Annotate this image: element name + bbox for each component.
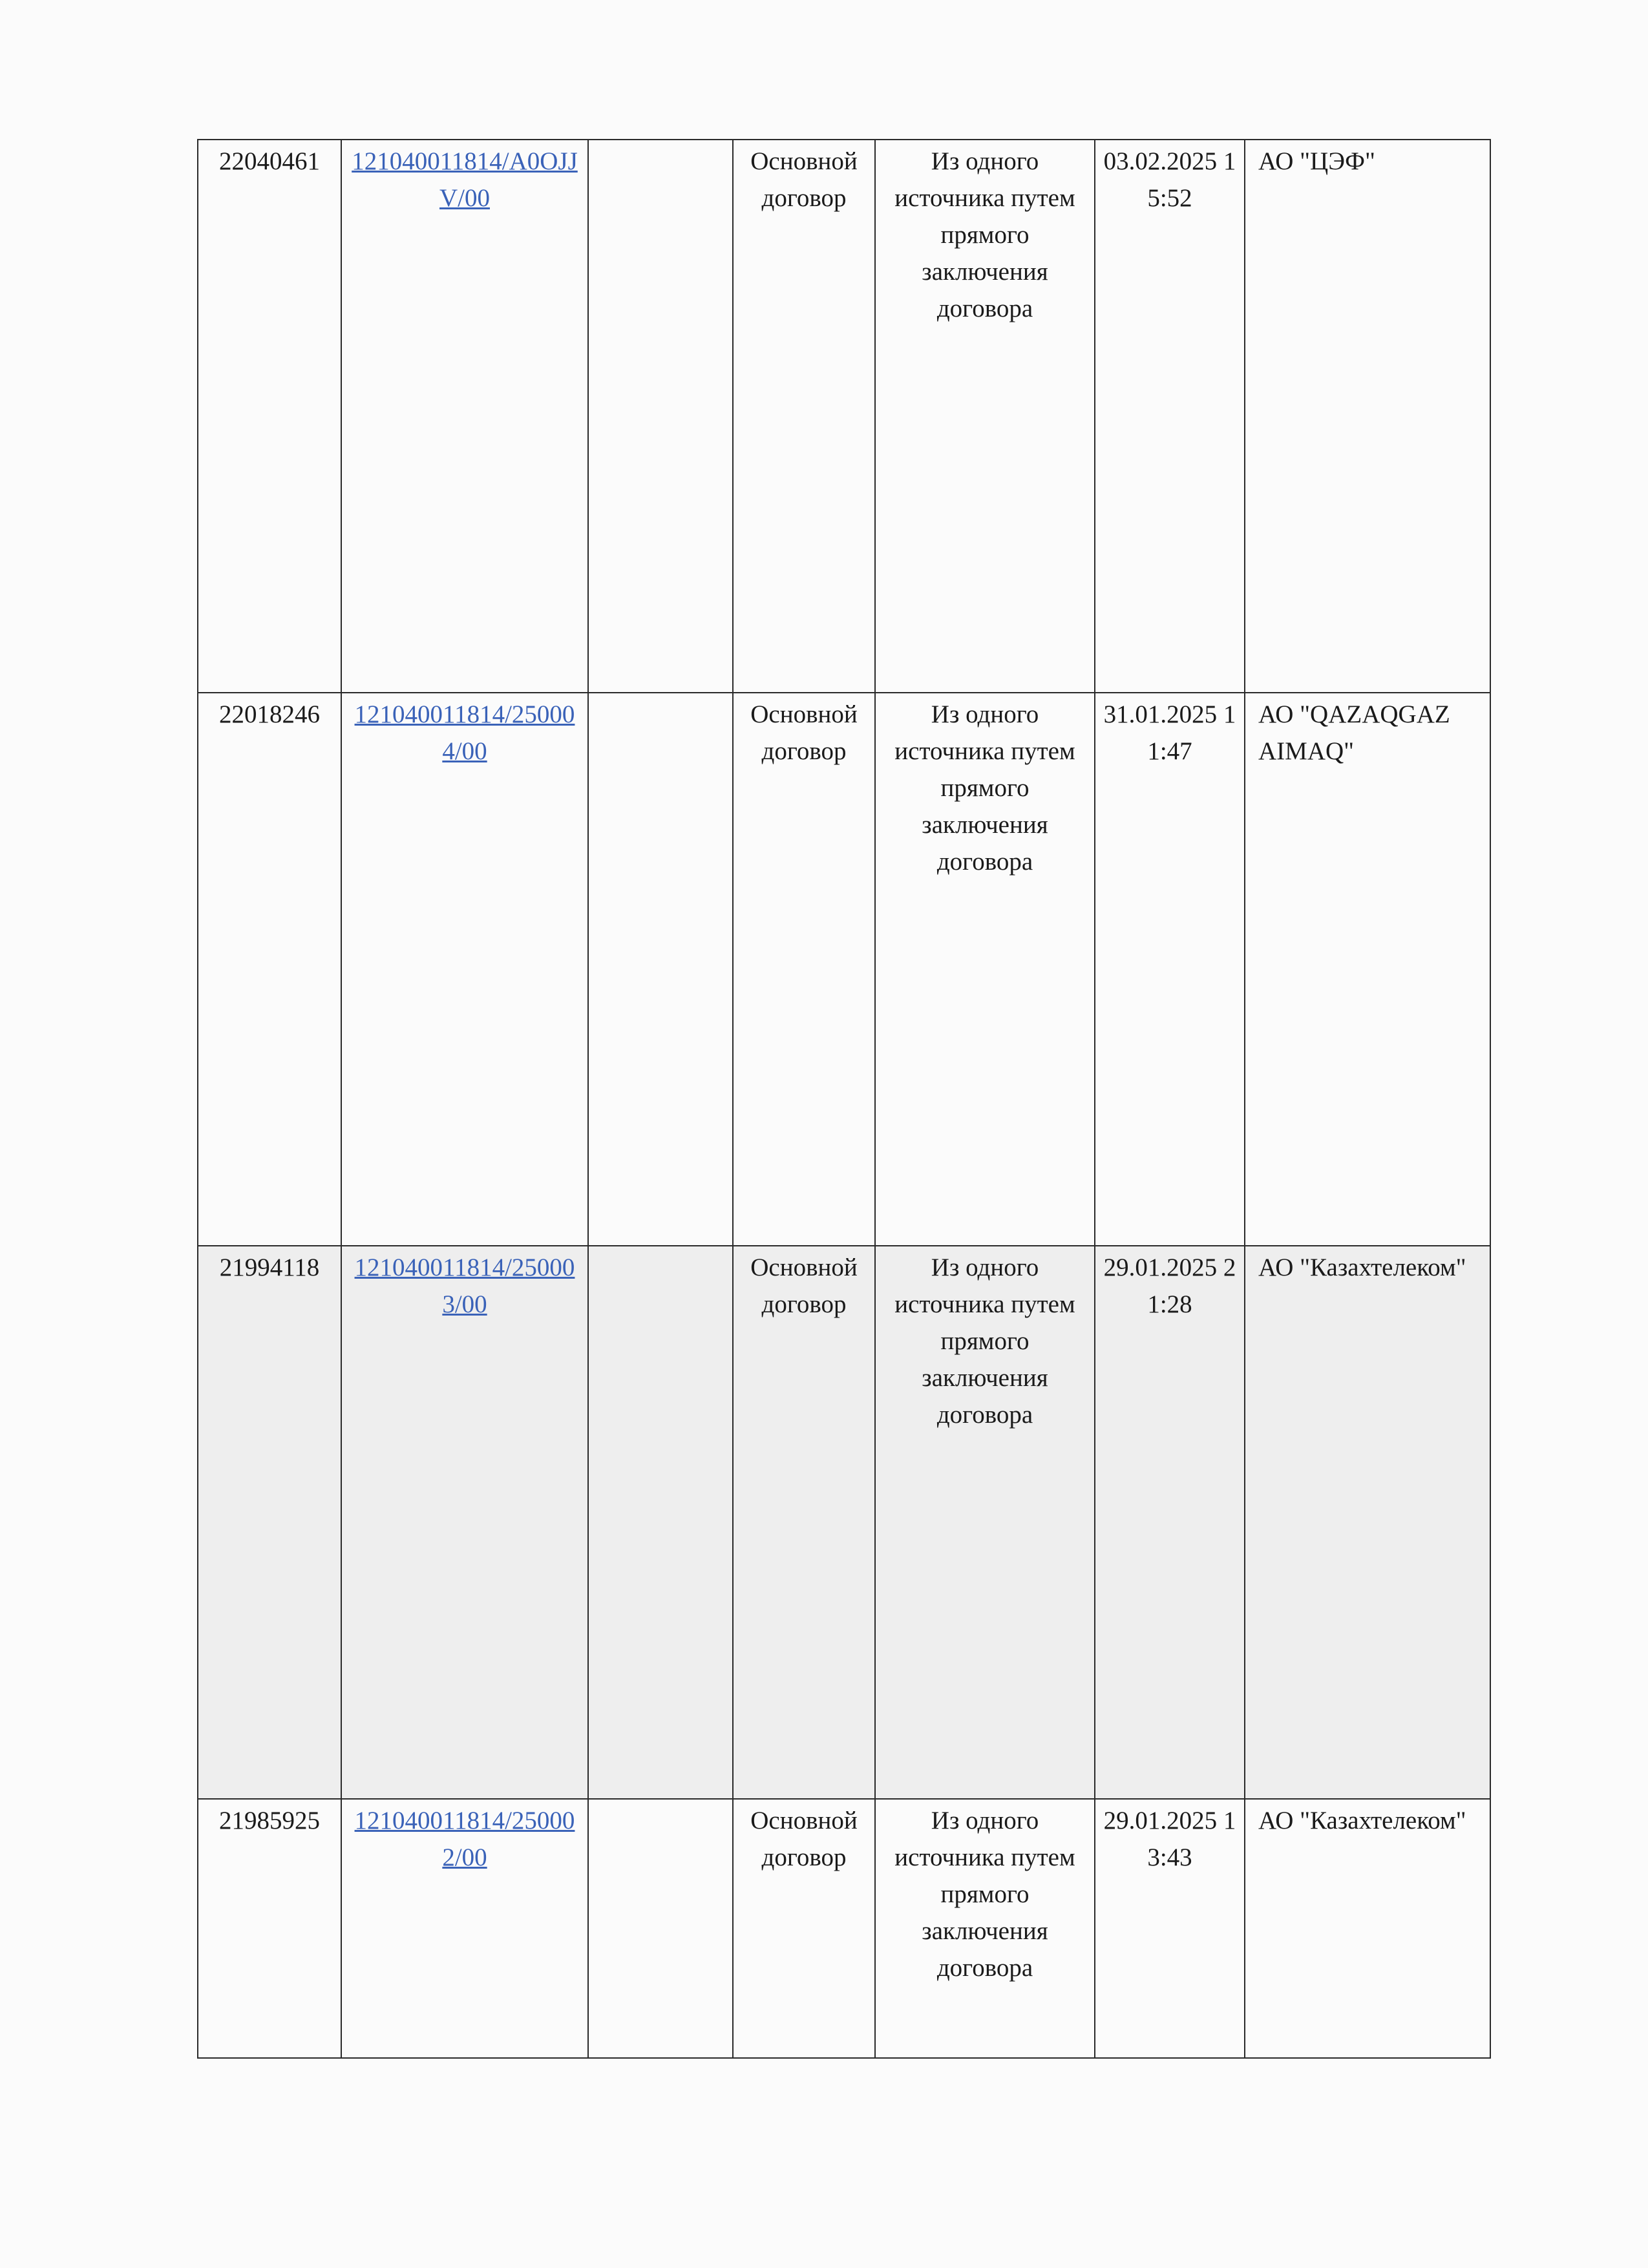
supplier-name: АО "Казахтелеком" (1245, 1799, 1490, 2058)
contracts-table (197, 139, 1491, 2059)
table-row (198, 140, 1490, 693)
table-row (198, 1799, 1490, 2058)
contract-link[interactable]: 121040011814/250003/00 (354, 1254, 575, 1318)
contract-type: Основной договор (733, 140, 875, 693)
contract-number (341, 1799, 588, 2058)
procurement-method: Из одного источника путем прямого заключения договора (875, 1246, 1095, 1799)
contract-link[interactable]: 121040011814/A0OJJV/00 (352, 147, 578, 212)
extra-cell (588, 1246, 733, 1799)
contract-number (341, 693, 588, 1246)
row-id: 22018246 (198, 693, 341, 1246)
table-row (198, 1246, 1490, 1799)
row-id: 22040461 (198, 140, 341, 693)
supplier-name: АО "ЦЭФ" (1245, 140, 1490, 693)
extra-cell (588, 140, 733, 693)
contract-type: Основной договор (733, 1799, 875, 2058)
contract-type: Основной договор (733, 693, 875, 1246)
extra-cell (588, 1799, 733, 2058)
contract-datetime: 29.01.2025 21:28 (1095, 1246, 1245, 1799)
procurement-method: Из одного источника путем прямого заключения договора (875, 1799, 1095, 2058)
contract-link[interactable]: 121040011814/250002/00 (354, 1807, 575, 1871)
procurement-method: Из одного источника путем прямого заключения договора (875, 693, 1095, 1246)
contract-datetime: 31.01.2025 11:47 (1095, 693, 1245, 1246)
contract-datetime: 29.01.2025 13:43 (1095, 1799, 1245, 2058)
table-row (198, 693, 1490, 1246)
contract-number (341, 1246, 588, 1799)
row-id: 21994118 (198, 1246, 341, 1799)
contract-link[interactable]: 121040011814/250004/00 (354, 700, 575, 765)
contract-type: Основной договор (733, 1246, 875, 1799)
extra-cell (588, 693, 733, 1246)
row-id: 21985925 (198, 1799, 341, 2058)
procurement-method: Из одного источника путем прямого заключения договора (875, 140, 1095, 693)
contract-number (341, 140, 588, 693)
supplier-name: АО "Казахтелеком" (1245, 1246, 1490, 1799)
contract-datetime: 03.02.2025 15:52 (1095, 140, 1245, 693)
supplier-name: АО "QAZAQGAZ AIMAQ" (1245, 693, 1490, 1246)
